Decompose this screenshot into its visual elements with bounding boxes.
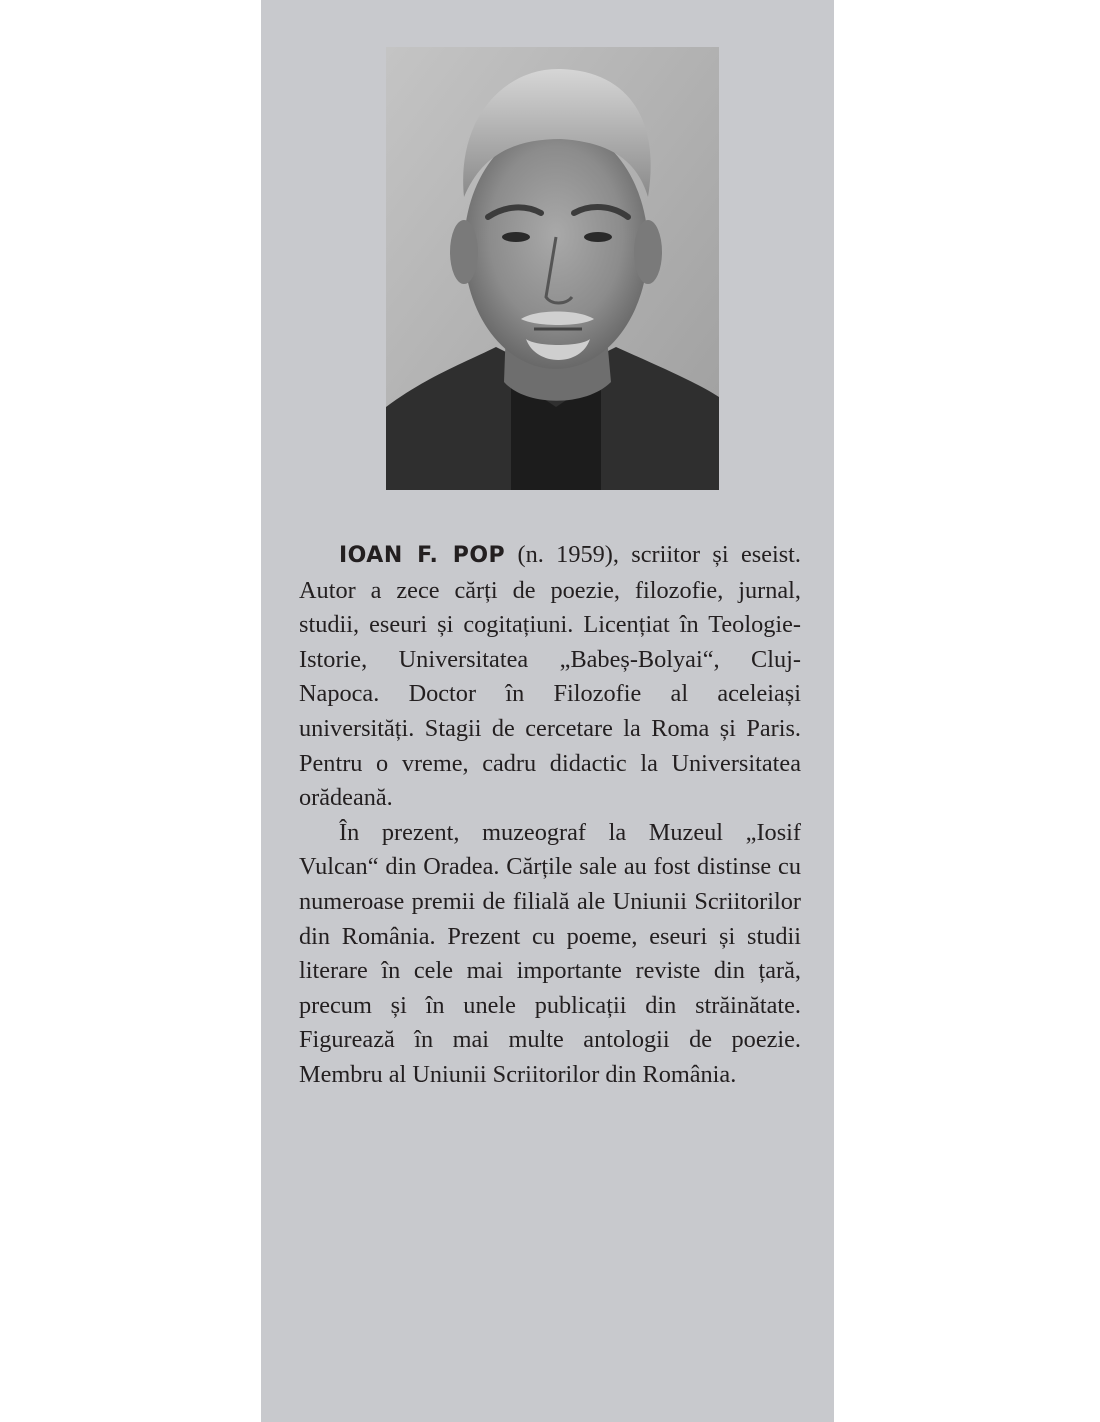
book-flap-panel <box>261 0 834 1422</box>
portrait-image <box>386 47 719 490</box>
bio-paragraph-2: În prezent, muzeograf la Muzeul „Iosif Vulcan“ din Oradea. Cărțile sale au fost distinse cu numeroase premii de filială ale Uniunii Scriitorilor din România. Prezent cu poeme, eseuri și studii literare în cele mai importante reviste din țară, precum și în unele publicații din străinătate. Figurează în mai multe antologii de poezie. Membru al Uniunii Scriitorilor din România. <box>299 818 801 1088</box>
bio-paragraph-1-text: (n. 1959), scriitor și eseist. Autor a zece cărți de poezie, filozofie, jurnal, studii, eseuri și cogitațiuni. Licențiat în Teologie-Istorie, Universitatea „Babeș-Bolyai“, Cluj-Napoca. Doctor în Filozofie al aceleiași universități. Stagii de cercetare la Roma și Paris. Pentru o vreme, cadru didactic la Universitatea orădeană. <box>299 541 802 812</box>
bio-paragraph-1 <box>299 538 801 816</box>
author-portrait-photo <box>386 47 719 490</box>
author-name: IOAN F. POP <box>339 543 506 568</box>
author-biography <box>299 538 801 1093</box>
